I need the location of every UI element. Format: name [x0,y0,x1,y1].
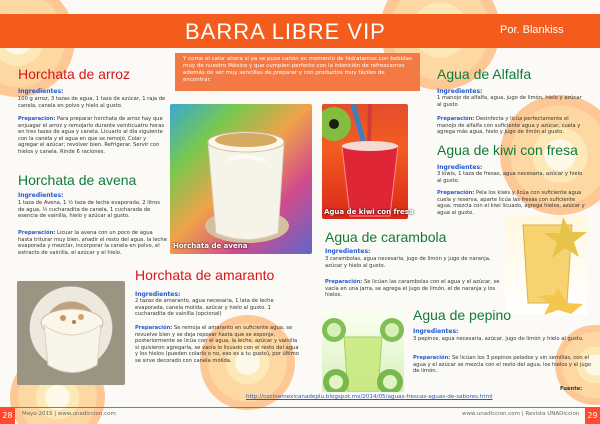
kiwi-drink-illustration [322,104,408,219]
ingredients-text: 1 taza de Avena, 1 ½ taza de leche evaporada, 2 litros de agua, ½ cucharadita de canela, 1 cucharada de esencia de vainilla, hielo y azúcar al gusto. [18,200,161,219]
amaranto-glass-illustration [17,281,125,385]
footer-right-text: www.unadiccion.com | Revista UNADiccion [462,411,580,417]
preparation-label: Preparación: [437,190,475,196]
preparation-label: Preparación: [413,355,451,361]
preparation-text [18,116,168,155]
source-label: Fuente: [560,386,583,392]
pepino-photo [322,310,404,392]
preparation-body: Para preparar horchata de arroz hay que enjuagar el arroz y remojarlo durante veinticuatro horas en tres tazas de agua y canela. Licuarlo al día siguiente con la canela y el agua en que se remojó. Colar y agregar el azúcar; revolver bien. Refrigerar. Servir con hielos y canela. Rinde 6 raciones. [18,116,165,155]
page-number-left: 28 [0,407,15,424]
ingredients-text: 2 tazas de amaranto, agua necesaria, 1 lata de leche evaporada, canela molida, azúcar y hielo al gusto. 1 cucharadita de vainilla (opcional) [135,298,274,317]
footer-divider [0,407,600,408]
preparation-body: Licuar la avena con un poco de agua hasta triturar muy bien, añadir el resto del agua, la leche evaporada y mezclar, incorporar la canela en polvo, el extracto de vainilla, el azúcar y el hielo. [18,230,167,256]
preparation-text [437,116,587,136]
preparation-label: Preparación: [325,279,363,285]
source-link[interactable]: http://cocinamexicanadeplu.blogspot.mx/2014/05/aguas-frescas-aguas-de-sabores.html [246,394,493,400]
ingredients-text: 3 pepinos, agua necesaria, azúcar, jugo de limón y hielo al gusto. [413,336,584,342]
footer-left-text: Mayo 2015 | www.unadiccion.com [22,411,116,417]
section-title-alfalfa: Agua de Alfalfa [437,66,532,82]
preparation-label: Preparación: [18,116,56,122]
preparation-body: Desinfecta y licúa perfectamente el manojo de alfalfa con suficiente agua y azúcar, cuela y agrega más agua, hielo y jugo de limón al gusto. [437,116,581,135]
intro-text: Y como el calor ahora sí ya se puso cañón es momento de hidratarnos con bebidas muy de nuestro México y que cumplen perfecto con la intención de refrescarnos además de ser muy sencillas de preparar y con productos muy fáciles de encontrar. [175,53,420,91]
kiwi-fresa-photo [322,104,408,219]
ingredients-label: Ingredientes: [325,248,371,255]
ingredients-label: Ingredientes: [18,192,64,199]
ingredients-label: Ingredientes: [135,291,181,298]
preparation-body: Se remoja el amaranto en suficiente agua, se revuelve bien y se deja reposar hasta que se esponje, posteriormente se licúa con el agua, la leche, azúcar y vainilla si quisieron agregarla, se vacía lo licuado con el resto del agua y los hielos (pueden colarlo o no, eso es a tu gusto), por último se sirve decorado con canela molida. [135,325,299,364]
preparation-body: Pela los kiwis y licúa con suficiente agua cuela y reserva, aparte licúa las fresas con suficiente agua, mezcla con el kiwi licuado, agrega hielos, azúcar y agua al gusto. [437,190,585,216]
section-title-avena: Horchata de avena [18,172,137,188]
pepino-drink-illustration [322,310,404,392]
ingredients-label: Ingredientes: [18,88,64,95]
ingredients-label: Ingredientes: [437,88,483,95]
ingredients-text: 1 manojo de alfalfa, agua, jugo de limón, hielo y azúcar al gusto [437,95,582,108]
page-number-right: 29 [585,407,600,424]
section-title-pepino: Agua de pepino [413,307,512,323]
preparation-text [135,325,300,364]
preparation-text [413,355,593,375]
section-title-kiwi: Agua de kiwi con fresa [437,142,578,158]
photo-caption-avena: Horchata de avena [173,242,248,250]
photo-caption-kiwi: Agua de kiwi con fresa [324,208,414,216]
carambola-photo [505,215,587,315]
ingredients-text: 3 kiwis, 1 taza de fresas, agua necesaria, azúcar y hielo al gusto. [437,171,583,184]
preparation-label: Preparación: [135,325,173,331]
preparation-body: Se licúan los 3 pepinos pelados y sin semillas, con el agua y el azúcar se mezcla con el resto del agua, los hielos y el jugo de limón. [413,355,592,374]
preparation-text [325,279,500,299]
preparation-text [18,230,168,256]
preparation-label: Preparación: [18,230,56,236]
horchata-amaranto-photo [17,281,125,385]
ingredients-text: 3 carambolas, agua necesaria, jugo de limón y jugo de naranja, azúcar y hielo al gusto. [325,256,491,269]
author-label: Por. Blankiss [500,24,564,36]
ingredients-text: 100 g arroz, 3 tazas de agua, 1 taza de azúcar, 1 raja de canela, canela en polvo y hielo al gusto. [18,96,166,109]
preparation-text [437,190,587,216]
ingredients-label: Ingredientes: [413,328,459,335]
carambola-drink-illustration [505,215,587,315]
page-title: BARRA LIBRE VIP [185,19,386,44]
ingredients-label: Ingredientes: [437,164,483,171]
preparation-body: Se licúan las carambolas con el agua y el azúcar, se vacía en una jarra, se agrega el jugo de limón, el de naranja y los hielos. [325,279,500,298]
preparation-label: Preparación: [437,116,475,122]
section-title-amaranto: Horchata de amaranto [135,267,275,283]
section-title-arroz: Horchata de arroz [18,66,131,82]
section-title-carambola: Agua de carambola [325,229,447,245]
horchata-glass-illustration [170,104,312,254]
horchata-avena-photo [170,104,312,254]
